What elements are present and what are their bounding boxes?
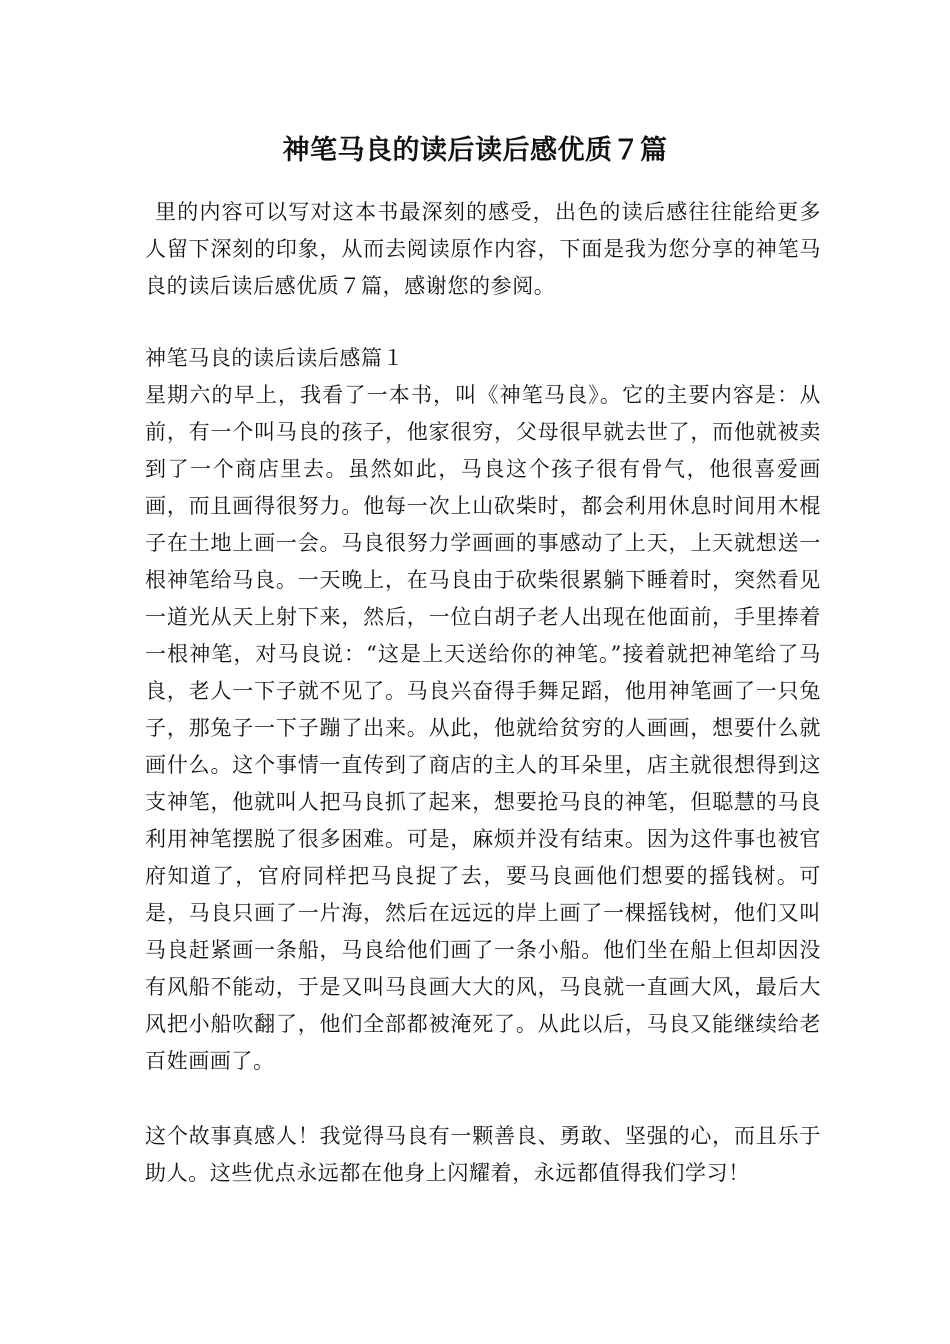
document-title: 神笔马良的读后读后感优质７篇: [282, 135, 668, 166]
reflection-paragraph: 这个故事真感人！我觉得马良有一颗善良、勇敢、坚强的心，而且乐于助人。这些优点永远都在他身上闪耀着，永远都值得我们学习！: [145, 1124, 821, 1185]
story-paragraph: 星期六的早上，我看了一本书，叫《神笔马良》。它的主要内容是：从前，有一个叫马良的孩子，他家很穷，父母很早就去世了，而他就被卖到了一个商店里去。虽然如此，马良这个孩子很有骨气，他很喜爱画画，而且画得很努力。他每一次上山砍柴时，都会利用休息时间用木棍子在土地上画一会。马良很努力学画画的事感动了上天，上天就想送一根神笔给马良。一天晚上，在马良由于砍柴很累躺下睡着时，突然看见一道光从天上射下来，然后，一位白胡子老人出现在他面前，手里捧着一根神笔，对马良说：“这是上天送给你的神笔。”接着就把神笔给了马良，老人一下子就不见了。马良兴奋得手舞足蹈，他用神笔画了一只兔子，那兔子一下子蹦了出来。从此，他就给贫穷的人画画，想要什么就画什么。这个事情一直传到了商店的主人的耳朵里，店主就很想得到这支神笔，他就叫人把马良抓了起来，想要抢马良的神笔，但聪慧的马良利用神笔摆脱了很多困难。可是，麻烦并没有结束。因为这件事也被官府知道了，官府同样把马良捉了去，要马良画他们想要的摇钱树。可是，马良只画了一片海，然后在远远的岸上画了一棵摇钱树，他们又叫马良赶紧画一条船，马良给他们画了一条小船。他们坐在船上但却因没有风船不能动，于是又叫马良画大大的风，马良就一直画大风，最后大风把小船吹翻了，他们全部都被淹死了。从此以后，马良又能继续给老百姓画画了。: [145, 383, 821, 1073]
intro-paragraph: 里的内容可以写对这本书最深刻的感受，出色的读后感往往能给更多人留下深刻的印象，从而去阅读原作内容，下面是我为您分享的神笔马良的读后读后感优质７篇，感谢您的参阅。: [145, 200, 821, 298]
section-heading: 神笔马良的读后读后感篇１: [145, 346, 405, 370]
